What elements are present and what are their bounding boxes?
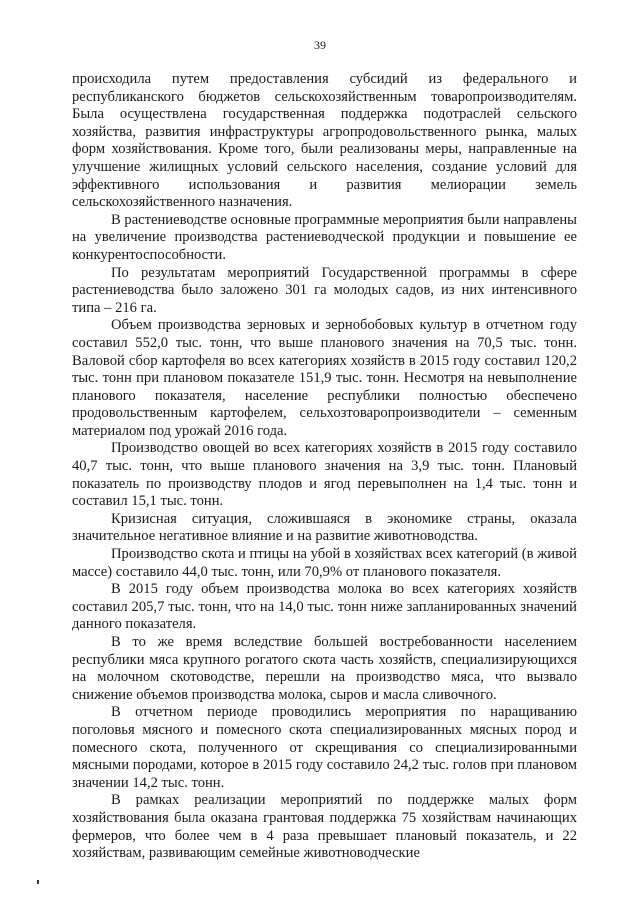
paragraph-small-farms: В рамках реализации мероприятий по поддержке малых форм хозяйствования была оказана грантовая поддержка 75 хозяйствам начинающих фермеров, что более чем в 4 раза превышает плановый показатель, и 22 хозяйствам, развивающим семейные животноводческие bbox=[72, 792, 577, 862]
paragraph-vegetables: Производство овощей во всех категориях хозяйств в 2015 году составило 40,7 тыс. тонн, что выше планового значения на 3,9 тыс. тонн. Плановый показатель по производству плодов и ягод перевыполнен на 1,4 тыс. тонн и составил 15,1 тыс. тонн. bbox=[72, 440, 577, 510]
body-text bbox=[72, 71, 577, 863]
page-number: 39 bbox=[314, 38, 326, 52]
paragraph-continuation: происходила путем предоставления субсидий из федерального и республиканского бюджетов сельскохозяйственным товаропроизводителям. Была осуществлена государственная поддержка подотраслей сельского хозяйства, развития инфраструктуры агропродовольственного рынка, малых форм хозяйствования. Кроме того, были реализованы меры, направленные на улучшение жилищных условий сельского населения, создание условий для эффективного использования и развития мелиорации земель сельскохозяйственного назначения. bbox=[72, 71, 577, 211]
paragraph-beef-herd: В отчетном периоде проводились мероприятия по наращиванию поголовья мясного и помесного скота специализированных мясных пород и помесного скота, полученного от скрещивания со специализированными мясными породами, которое в 2015 году составило 24,2 тыс. голов при плановом значении 14,2 тыс. тонн. bbox=[72, 704, 577, 791]
paragraph-livestock: Производство скота и птицы на убой в хозяйствах всех категорий (в живой массе) составило 44,0 тыс. тонн, или 70,9% от планового показателя. bbox=[72, 546, 577, 580]
paragraph-dairy-shift: В то же время вследствие большей востребованности населением республики мяса крупного рогатого скота часть хозяйств, специализирующихся на молочном скотоводстве, перешли на производство мяса, что вызвало снижение объемов производства молока, сыров и масла сливочного. bbox=[72, 634, 577, 703]
paragraph-crop-production: В растениеводстве основные программные мероприятия были направлены на увеличение производства растениеводческой продукции и повышение ее конкурентоспособности. bbox=[72, 211, 577, 263]
paragraph-orchards: По результатам мероприятий Государственной программы в сфере растениеводства было заложено 301 га молодых садов, из них интенсивного типа – 216 га. bbox=[72, 264, 577, 316]
paragraph-milk: В 2015 году объем производства молока во всех категориях хозяйств составил 205,7 тыс. тонн, что на 14,0 тыс. тонн ниже запланированных значений данного показателя. bbox=[72, 581, 577, 633]
scan-margin-mark bbox=[37, 880, 39, 884]
paragraph-crisis: Кризисная ситуация, сложившаяся в экономике страны, оказала значительное негативное влияние и на развитие животноводства. bbox=[72, 510, 577, 545]
paragraph-grain-potatoes: Объем производства зерновых и зернобобовых культур в отчетном году составил 552,0 тыс. тонн, что выше планового значения на 70,5 тыс. тонн. Валовой сбор картофеля во всех категориях хозяйств в 2015 году составил 120,2 тыс. тонн при плановом показателе 151,9 тыс. тонн. Несмотря на невыполнение планового показателя, население республики полностью обеспечено продовольственным картофелем, сельхозтоваропроизводители – семенным материалом под урожай 2016 года. bbox=[72, 317, 577, 439]
